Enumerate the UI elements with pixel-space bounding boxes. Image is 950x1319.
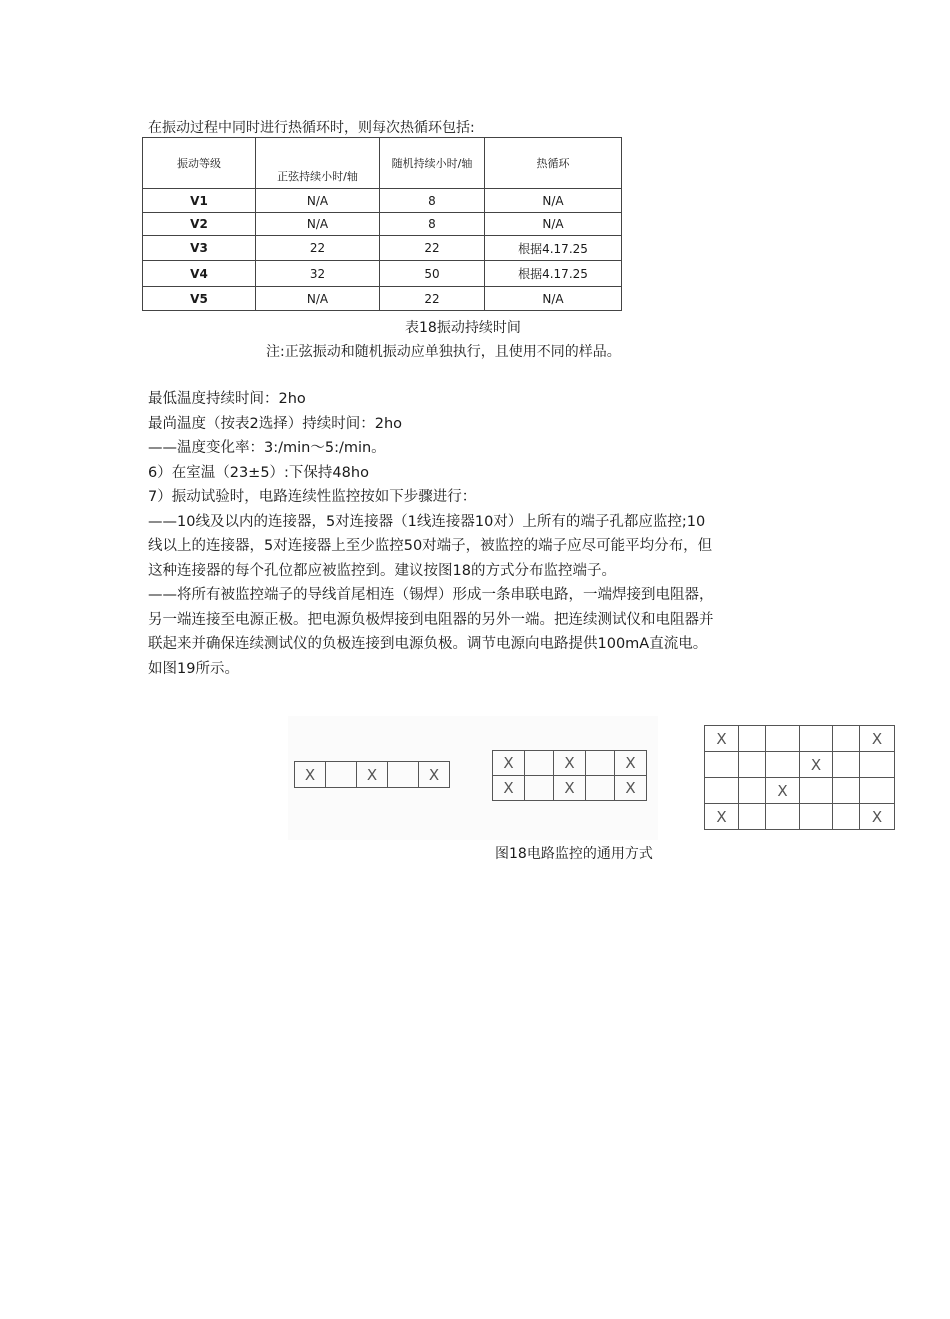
- table-header-cell: 随机持续小时/轴: [380, 138, 485, 189]
- grid-cell: X: [860, 804, 895, 830]
- table-cell: N/A: [485, 189, 622, 213]
- grid-cell: X: [615, 776, 647, 801]
- table-row: [143, 287, 622, 311]
- grid-cell: X: [357, 762, 388, 788]
- body-paragraphs: [148, 387, 808, 681]
- paragraph: 如图19所示。: [148, 660, 239, 677]
- grid-cell: X: [705, 726, 739, 752]
- intro-text: 在振动过程中同时进行热循环时，则每次热循环包括:: [148, 120, 475, 136]
- table-row: [143, 261, 622, 287]
- paragraph: 联起来并确保连续测试仪的负极连接到电源负极。调节电源向电路提供100mA直流电。: [148, 636, 708, 652]
- table-cell: 8: [380, 189, 485, 213]
- grid-cell: [860, 778, 895, 804]
- grid-cell: [833, 778, 860, 804]
- table-cell: V2: [143, 213, 256, 236]
- grid-cell: [833, 752, 860, 778]
- table-header-cell: 振动等级: [143, 138, 256, 189]
- grid-cell: X: [493, 751, 525, 776]
- grid-cell: X: [615, 751, 647, 776]
- grid-cell: [766, 726, 800, 752]
- vibration-duration-table: [142, 137, 622, 311]
- grid-cell: [586, 776, 615, 801]
- table-cell: N/A: [256, 287, 380, 311]
- grid-cell: [739, 752, 766, 778]
- table-cell: 32: [256, 261, 380, 287]
- paragraph: ——将所有被监控端子的导线首尾相连（锡焊）形成一条串联电路，一端焊接到电阻器，: [148, 587, 714, 603]
- table-cell: N/A: [256, 213, 380, 236]
- grid-cell: [800, 726, 833, 752]
- table-cell: N/A: [485, 287, 622, 311]
- table-cell: V5: [143, 287, 256, 311]
- paragraph: 最尚温度（按表2选择）持续时间：2ho: [148, 415, 403, 432]
- grid-cell: [739, 778, 766, 804]
- table-cell: 8: [380, 213, 485, 236]
- grid-cell: [860, 752, 895, 778]
- grid-cell: X: [554, 751, 586, 776]
- grid-cell: [833, 726, 860, 752]
- paragraph: 6）在室温（23±5）:下保持48ho: [148, 464, 369, 481]
- grid-cell: X: [766, 778, 800, 804]
- grid-cell: X: [493, 776, 525, 801]
- grid-cell: X: [800, 752, 833, 778]
- grid-cell: [833, 804, 860, 830]
- table-cell: N/A: [256, 189, 380, 213]
- figure-caption: 图18电路监控的通用方式: [495, 846, 653, 862]
- paragraph: ——10线及以内的连接器，5对连接器（1线连接器10对）上所有的端子孔都应监控;10: [148, 513, 706, 530]
- table-cell: 50: [380, 261, 485, 287]
- table-cell: 22: [256, 236, 380, 261]
- paragraph: ——温度变化率：3:/min〜5:/min。: [148, 440, 386, 456]
- monitor-grid-2-rows: [492, 750, 647, 801]
- grid-cell: [525, 776, 554, 801]
- grid-cell: X: [705, 804, 739, 830]
- table-header-cell: 热循环: [485, 138, 622, 189]
- table-row: [143, 213, 622, 236]
- table-cell: 22: [380, 287, 485, 311]
- grid-cell: [739, 726, 766, 752]
- grid-cell: [586, 751, 615, 776]
- table-cell: 根据4.17.25: [485, 236, 622, 261]
- grid-cell: X: [419, 762, 450, 788]
- paragraph: 另一端连接至电源正极。把电源负极焊接到电阻器的另外一端。把连续测试仪和电阻器并: [148, 611, 714, 628]
- table-header-row: [143, 138, 622, 189]
- grid-cell: [766, 804, 800, 830]
- grid-cell: [739, 804, 766, 830]
- table-row: [143, 236, 622, 261]
- grid-cell: [705, 778, 739, 804]
- grid-cell: [705, 752, 739, 778]
- paragraph: 最低温度持续时间：2ho: [148, 391, 306, 407]
- grid-cell: [800, 778, 833, 804]
- monitor-grid-4-rows: [704, 725, 895, 830]
- table-row: [143, 189, 622, 213]
- grid-cell: X: [295, 762, 326, 788]
- table-cell: 22: [380, 236, 485, 261]
- table-cell: V1: [143, 189, 256, 213]
- monitor-grid-1-row: [294, 761, 450, 788]
- grid-cell: [800, 804, 833, 830]
- grid-cell: [326, 762, 357, 788]
- grid-cell: [525, 751, 554, 776]
- paragraph: 7）振动试验时，电路连续性监控按如下步骤进行：: [148, 489, 477, 505]
- table-cell: 根据4.17.25: [485, 261, 622, 287]
- table-cell: V4: [143, 261, 256, 287]
- paragraph: 线以上的连接器，5对连接器上至少监控50对端子，被监控的端子应尽可能平均分布，但: [148, 538, 713, 554]
- grid-cell: [766, 752, 800, 778]
- grid-cell: [388, 762, 419, 788]
- table-caption: 表18振动持续时间: [405, 320, 521, 336]
- table-note: 注:正弦振动和随机振动应单独执行，且使用不同的样品。: [266, 344, 621, 360]
- grid-cell: X: [554, 776, 586, 801]
- paragraph: 这种连接器的每个孔位都应被监控到。建议按图18的方式分布监控端子。: [148, 562, 616, 579]
- table-cell: N/A: [485, 213, 622, 236]
- grid-cell: X: [860, 726, 895, 752]
- table-header-cell: 正弦持续小时/轴: [256, 138, 380, 189]
- table-cell: V3: [143, 236, 256, 261]
